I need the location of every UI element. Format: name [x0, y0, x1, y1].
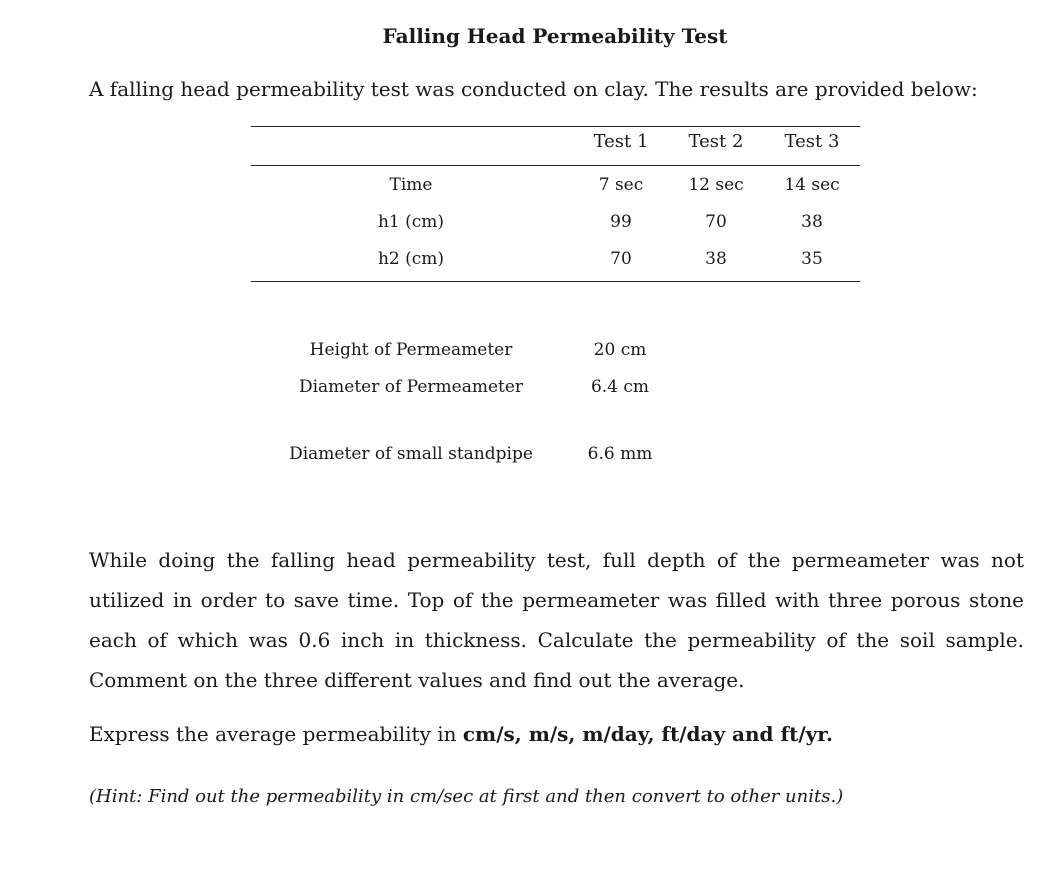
table-cell: 70	[705, 212, 727, 232]
header-test-2: Test 2	[688, 131, 744, 152]
property-value-diameter: 6.4 cm	[590, 377, 650, 397]
property-value-standpipe: 6.6 mm	[587, 444, 653, 464]
results-table	[251, 126, 860, 282]
problem-paragraph: While doing the falling head permeability test, full depth of the permeameter was not utilized in order to save time. Top of the permeameter was filled with three porous stone each of which was 0.6 inch in thickness. Calculate the permeability of the soil sample. Comment on the three different values and find out the average.	[89, 548, 1024, 692]
express-instruction	[89, 722, 833, 746]
express-units: cm/s, m/s, m/day, ft/day and ft/yr.	[462, 722, 833, 746]
table-cell: 14 sec	[784, 175, 840, 195]
table-cell: 70	[610, 249, 632, 269]
row-label: h1 (cm)	[377, 212, 445, 232]
row-label: h2 (cm)	[377, 249, 445, 269]
header-test-1: Test 1	[593, 131, 649, 152]
property-label-standpipe: Diameter of small standpipe	[289, 444, 533, 464]
table-cell: 7 sec	[598, 175, 644, 195]
intro-text: A falling head permeability test was conducted on clay. The results are provided below:	[89, 77, 978, 101]
table-cell: 12 sec	[688, 175, 744, 195]
page-title: Falling Head Permeability Test	[382, 24, 728, 48]
table-row	[251, 205, 860, 242]
table-cell: 35	[801, 249, 823, 269]
property-label-height: Height of Permeameter	[309, 340, 513, 360]
property-label-diameter: Diameter of Permeameter	[298, 377, 524, 397]
table-cell: 38	[705, 249, 727, 269]
table-cell: 99	[610, 212, 632, 232]
hint-text: (Hint: Find out the permeability in cm/sec at first and then convert to other units.)	[89, 786, 844, 807]
table-cell: 38	[801, 212, 823, 232]
table-row	[251, 168, 860, 205]
table-row	[251, 242, 860, 281]
property-value-height: 20 cm	[593, 340, 647, 360]
row-label: Time	[389, 175, 433, 195]
express-prefix: Express the average permeability in	[89, 722, 463, 746]
table-header-row	[251, 127, 860, 166]
header-test-3: Test 3	[784, 131, 840, 152]
